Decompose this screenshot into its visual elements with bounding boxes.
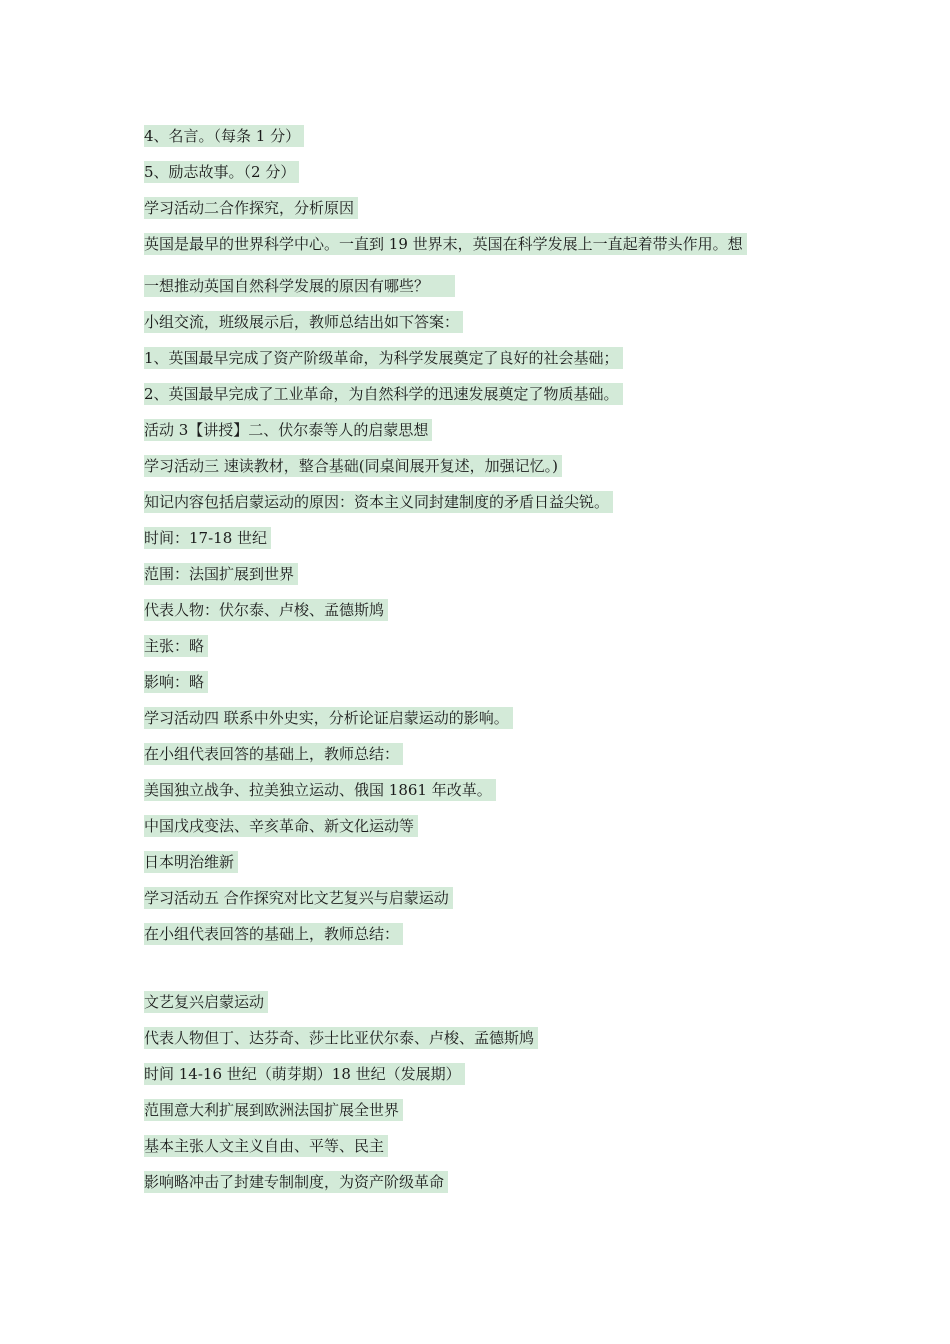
text-line-scope — [144, 562, 298, 586]
text-line-activity-four — [144, 706, 513, 730]
text-line-score-quotes — [144, 124, 304, 148]
text-line-chinese-events — [144, 814, 418, 838]
highlighted-text: 学习活动四 联系中外史实，分析论证启蒙运动的影响。 — [144, 707, 513, 729]
text-line-american-events — [144, 778, 496, 802]
highlighted-text: 中国戊戌变法、辛亥革命、新文化运动等 — [144, 815, 418, 837]
text-line-britain-science — [144, 232, 747, 256]
text-line-representatives — [144, 598, 388, 622]
text-line-time — [144, 526, 271, 550]
highlighted-text: 小组交流，班级展示后，教师总结出如下答案： — [144, 311, 463, 333]
highlighted-text: 学习活动二合作探究，分析原因 — [144, 197, 358, 219]
text-line-group-exchange — [144, 310, 463, 334]
highlighted-text: 主张：略 — [144, 635, 208, 657]
highlighted-text: 2、英国最早完成了工业革命，为自然科学的迅速发展奠定了物质基础。 — [144, 383, 623, 405]
text-line-answer-two — [144, 382, 623, 406]
text-line-comparison-header — [144, 990, 268, 1014]
text-line-comparison-time — [144, 1062, 465, 1086]
highlighted-text: 知记内容包括启蒙运动的原因：资本主义同封建制度的矛盾日益尖锐。 — [144, 491, 613, 513]
text-line-activity-three-lecture — [144, 418, 432, 442]
highlighted-text: 学习活动三 速读教材，整合基础(同桌间展开复述，加强记忆。) — [144, 455, 562, 477]
text-line-activity-three — [144, 454, 562, 478]
text-line-impact — [144, 670, 208, 694]
highlighted-text: 基本主张人文主义自由、平等、民主 — [144, 1135, 388, 1157]
text-line-score-story — [144, 160, 299, 184]
highlighted-text: 1、英国最早完成了资产阶级革命，为科学发展奠定了良好的社会基础； — [144, 347, 623, 369]
text-line-activity-two — [144, 196, 358, 220]
highlighted-text: 时间 14-16 世纪（萌芽期）18 世纪（发展期） — [144, 1063, 465, 1085]
text-line-question — [144, 274, 455, 298]
text-line-comparison-representatives — [144, 1026, 538, 1050]
highlighted-text: 文艺复兴启蒙运动 — [144, 991, 268, 1013]
highlighted-text: 在小组代表回答的基础上，教师总结： — [144, 923, 403, 945]
highlighted-text: 活动 3【讲授】二、伏尔泰等人的启蒙思想 — [144, 419, 432, 441]
highlighted-text: 代表人物：伏尔泰、卢梭、孟德斯鸠 — [144, 599, 388, 621]
highlighted-text: 影响：略 — [144, 671, 208, 693]
text-line-comparison-impact — [144, 1170, 448, 1194]
highlighted-text: 代表人物但丁、达芬奇、莎士比亚伏尔泰、卢梭、孟德斯鸠 — [144, 1027, 538, 1049]
highlighted-text: 学习活动五 合作探究对比文艺复兴与启蒙运动 — [144, 887, 453, 909]
highlighted-text: 范围：法国扩展到世界 — [144, 563, 298, 585]
text-line-comparison-claims — [144, 1134, 388, 1158]
text-line-meiji — [144, 850, 238, 874]
highlighted-text: 范围意大利扩展到欧洲法国扩展全世界 — [144, 1099, 403, 1121]
highlighted-text: 日本明治维新 — [144, 851, 238, 873]
highlighted-text: 5、励志故事。（2 分） — [144, 161, 299, 183]
text-line-answer-one — [144, 346, 623, 370]
text-line-enlightenment-cause — [144, 490, 613, 514]
text-line-comparison-scope — [144, 1098, 403, 1122]
text-line-teacher-summary-two — [144, 922, 403, 946]
highlighted-text: 在小组代表回答的基础上，教师总结： — [144, 743, 403, 765]
highlighted-text: 英国是最早的世界科学中心。一直到 19 世界末，英国在科学发展上一直起着带头作用。想 — [144, 233, 747, 255]
highlighted-text: 美国独立战争、拉美独立运动、俄国 1861 年改革。 — [144, 779, 496, 801]
highlighted-text: 时间：17-18 世纪 — [144, 527, 271, 549]
text-line-activity-five — [144, 886, 453, 910]
text-line-teacher-summary — [144, 742, 403, 766]
text-line-claims — [144, 634, 208, 658]
highlighted-text: 4、名言。（每条 1 分） — [144, 125, 304, 147]
highlighted-text: 一想推动英国自然科学发展的原因有哪些？ — [144, 275, 455, 297]
highlighted-text: 影响略冲击了封建专制制度，为资产阶级革命 — [144, 1171, 448, 1193]
